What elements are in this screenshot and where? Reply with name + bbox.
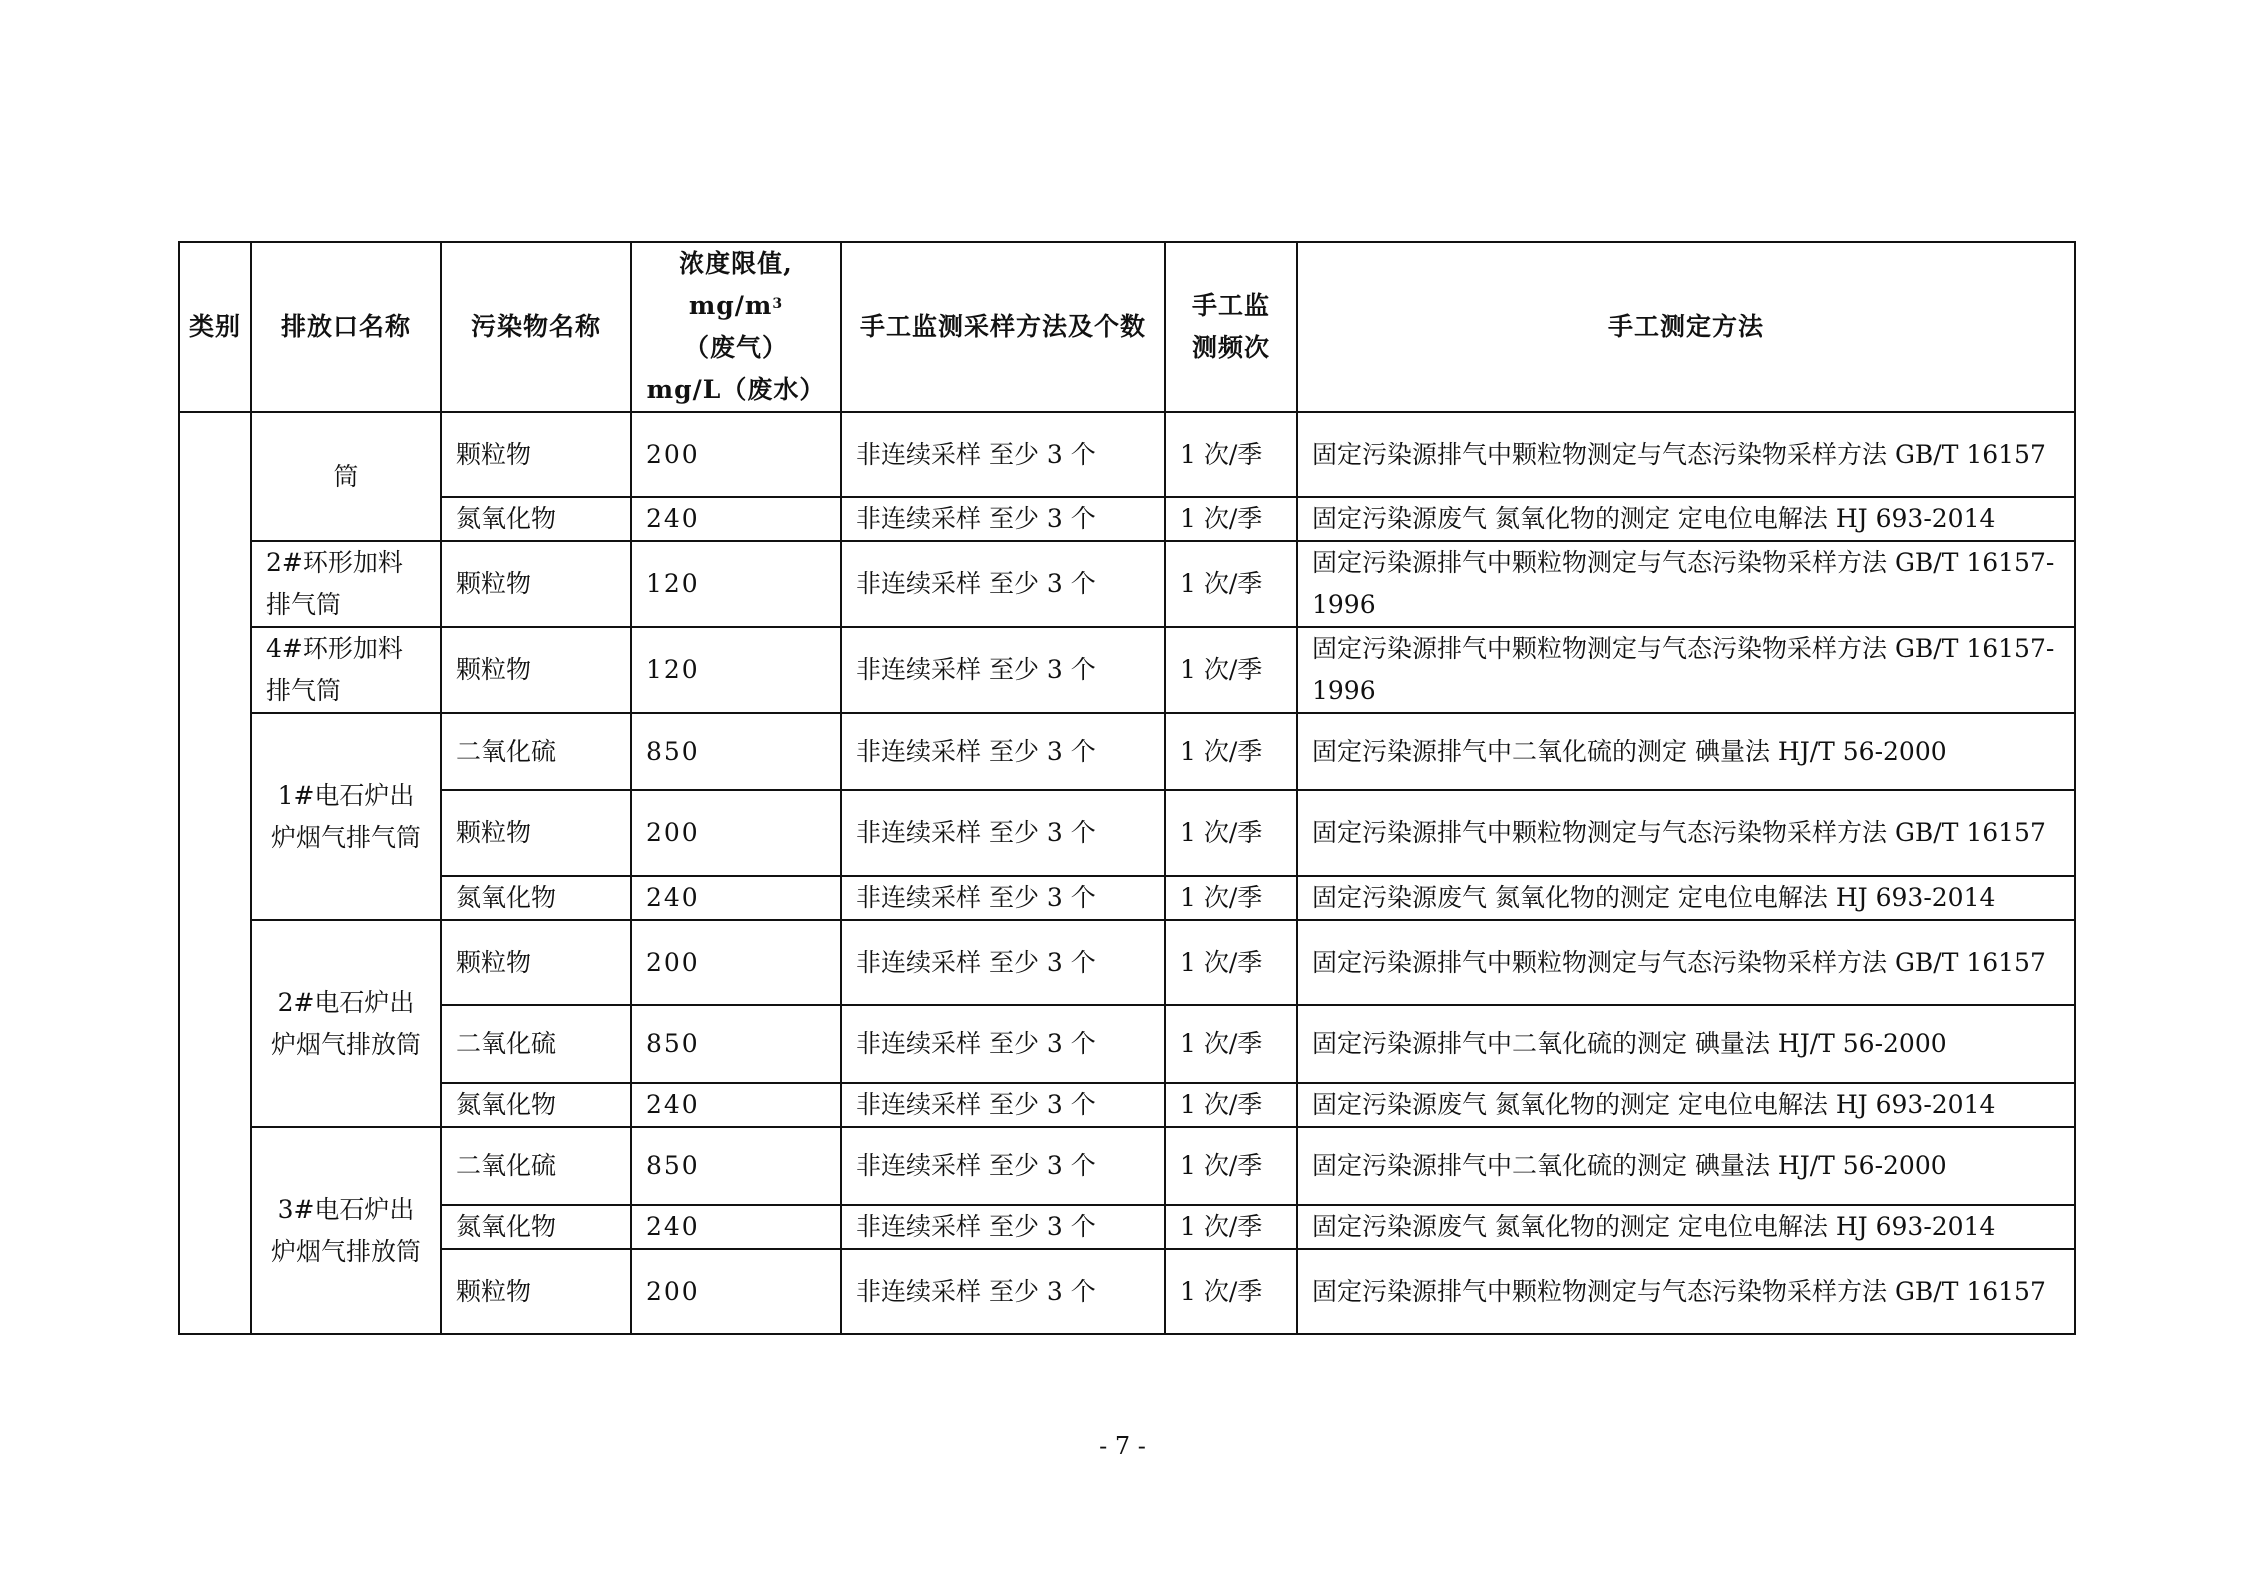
method-cell: 固定污染源排气中颗粒物测定与气态污染物采样方法 GB/T 16157 — [1297, 790, 2075, 876]
limit-cell: 200 — [631, 412, 841, 497]
limit-cell: 850 — [631, 1005, 841, 1083]
sampling-cell: 非连续采样 至少 3 个 — [841, 1005, 1165, 1083]
frequency-cell: 1 次/季 — [1165, 627, 1297, 713]
table-row — [179, 1249, 2075, 1334]
frequency-cell: 1 次/季 — [1165, 497, 1297, 541]
header-method: 手工测定方法 — [1297, 242, 2075, 412]
header-row — [179, 242, 2075, 412]
sampling-cell: 非连续采样 至少 3 个 — [841, 1205, 1165, 1249]
sampling-cell: 非连续采样 至少 3 个 — [841, 1127, 1165, 1205]
header-outlet: 排放口名称 — [251, 242, 441, 412]
sampling-cell: 非连续采样 至少 3 个 — [841, 790, 1165, 876]
pollutant-cell: 二氧化硫 — [441, 713, 631, 790]
outlet-name-cell: 3#电石炉出炉烟气排放筒 — [251, 1127, 441, 1334]
header-limit-line2: $mg/m^3$（废气） — [683, 291, 788, 362]
table-row — [179, 497, 2075, 541]
monitoring-table — [178, 241, 2076, 1335]
limit-cell: 850 — [631, 713, 841, 790]
method-cell: 固定污染源废气 氮氧化物的测定 定电位电解法 HJ 693-2014 — [1297, 1083, 2075, 1127]
outlet-name-cell: 4#环形加料排气筒 — [251, 627, 441, 713]
frequency-cell: 1 次/季 — [1165, 1005, 1297, 1083]
limit-cell: 240 — [631, 1205, 841, 1249]
pollutant-cell: 氮氧化物 — [441, 1205, 631, 1249]
sampling-cell: 非连续采样 至少 3 个 — [841, 1083, 1165, 1127]
table-row — [179, 1127, 2075, 1205]
sampling-cell: 非连续采样 至少 3 个 — [841, 876, 1165, 920]
page-number: - 7 - — [1099, 1432, 1146, 1460]
table-row — [179, 1083, 2075, 1127]
sampling-cell: 非连续采样 至少 3 个 — [841, 1249, 1165, 1334]
pollutant-cell: 颗粒物 — [441, 790, 631, 876]
table-row — [179, 920, 2075, 1005]
method-cell: 固定污染源排气中二氧化硫的测定 碘量法 HJ/T 56-2000 — [1297, 1127, 2075, 1205]
sampling-cell: 非连续采样 至少 3 个 — [841, 627, 1165, 713]
header-limit-line1: 浓度限值, — [679, 249, 793, 278]
limit-cell: 240 — [631, 876, 841, 920]
method-cell: 固定污染源排气中二氧化硫的测定 碘量法 HJ/T 56-2000 — [1297, 713, 2075, 790]
header-limit-line3: mg/L（废水） — [646, 375, 826, 404]
header-category: 类别 — [179, 242, 251, 412]
frequency-cell: 1 次/季 — [1165, 541, 1297, 627]
outlet-name-cell: 2#电石炉出炉烟气排放筒 — [251, 920, 441, 1127]
frequency-cell: 1 次/季 — [1165, 790, 1297, 876]
pollutant-cell: 颗粒物 — [441, 627, 631, 713]
method-cell: 固定污染源排气中颗粒物测定与气态污染物采样方法 GB/T 16157 — [1297, 1249, 2075, 1334]
frequency-cell: 1 次/季 — [1165, 412, 1297, 497]
table-row — [179, 541, 2075, 627]
limit-cell: 200 — [631, 1249, 841, 1334]
outlet-name-cell: 1#电石炉出炉烟气排气筒 — [251, 713, 441, 920]
method-cell: 固定污染源排气中颗粒物测定与气态污染物采样方法 GB/T 16157-1996 — [1297, 541, 2075, 627]
pollutant-cell: 氮氧化物 — [441, 497, 631, 541]
pollutant-cell: 颗粒物 — [441, 1249, 631, 1334]
pollutant-cell: 颗粒物 — [441, 920, 631, 1005]
outlet-name-cell: 2#环形加料排气筒 — [251, 541, 441, 627]
method-cell: 固定污染源排气中二氧化硫的测定 碘量法 HJ/T 56-2000 — [1297, 1005, 2075, 1083]
pollutant-cell: 氮氧化物 — [441, 1083, 631, 1127]
sampling-cell: 非连续采样 至少 3 个 — [841, 920, 1165, 1005]
pollutant-cell: 氮氧化物 — [441, 876, 631, 920]
method-cell: 固定污染源废气 氮氧化物的测定 定电位电解法 HJ 693-2014 — [1297, 876, 2075, 920]
sampling-cell: 非连续采样 至少 3 个 — [841, 412, 1165, 497]
header-limit — [631, 242, 841, 412]
method-cell: 固定污染源排气中颗粒物测定与气态污染物采样方法 GB/T 16157 — [1297, 920, 2075, 1005]
method-cell: 固定污染源排气中颗粒物测定与气态污染物采样方法 GB/T 16157-1996 — [1297, 627, 2075, 713]
table-row — [179, 1205, 2075, 1249]
limit-cell: 200 — [631, 920, 841, 1005]
limit-cell: 120 — [631, 627, 841, 713]
table-row — [179, 713, 2075, 790]
pollutant-cell: 二氧化硫 — [441, 1127, 631, 1205]
pollutant-cell: 颗粒物 — [441, 541, 631, 627]
frequency-cell: 1 次/季 — [1165, 1083, 1297, 1127]
method-cell: 固定污染源废气 氮氧化物的测定 定电位电解法 HJ 693-2014 — [1297, 497, 2075, 541]
table-row — [179, 412, 2075, 497]
method-cell: 固定污染源废气 氮氧化物的测定 定电位电解法 HJ 693-2014 — [1297, 1205, 2075, 1249]
limit-cell: 240 — [631, 1083, 841, 1127]
pollutant-cell: 颗粒物 — [441, 412, 631, 497]
outlet-name-cell: 筒 — [251, 412, 441, 541]
limit-cell: 200 — [631, 790, 841, 876]
limit-cell: 850 — [631, 1127, 841, 1205]
limit-cell: 120 — [631, 541, 841, 627]
table-row — [179, 627, 2075, 713]
sampling-cell: 非连续采样 至少 3 个 — [841, 713, 1165, 790]
frequency-cell: 1 次/季 — [1165, 1127, 1297, 1205]
header-pollutant: 污染物名称 — [441, 242, 631, 412]
table-body — [179, 412, 2075, 1334]
header-frequency: 手工监测频次 — [1165, 242, 1297, 412]
category-cell — [179, 412, 251, 1334]
limit-cell: 240 — [631, 497, 841, 541]
frequency-cell: 1 次/季 — [1165, 1205, 1297, 1249]
frequency-cell: 1 次/季 — [1165, 876, 1297, 920]
sampling-cell: 非连续采样 至少 3 个 — [841, 497, 1165, 541]
frequency-cell: 1 次/季 — [1165, 1249, 1297, 1334]
method-cell: 固定污染源排气中颗粒物测定与气态污染物采样方法 GB/T 16157 — [1297, 412, 2075, 497]
frequency-cell: 1 次/季 — [1165, 920, 1297, 1005]
table-row — [179, 876, 2075, 920]
table-row — [179, 1005, 2075, 1083]
sampling-cell: 非连续采样 至少 3 个 — [841, 541, 1165, 627]
frequency-cell: 1 次/季 — [1165, 713, 1297, 790]
table-row — [179, 790, 2075, 876]
pollutant-cell: 二氧化硫 — [441, 1005, 631, 1083]
header-sampling: 手工监测采样方法及个数 — [841, 242, 1165, 412]
